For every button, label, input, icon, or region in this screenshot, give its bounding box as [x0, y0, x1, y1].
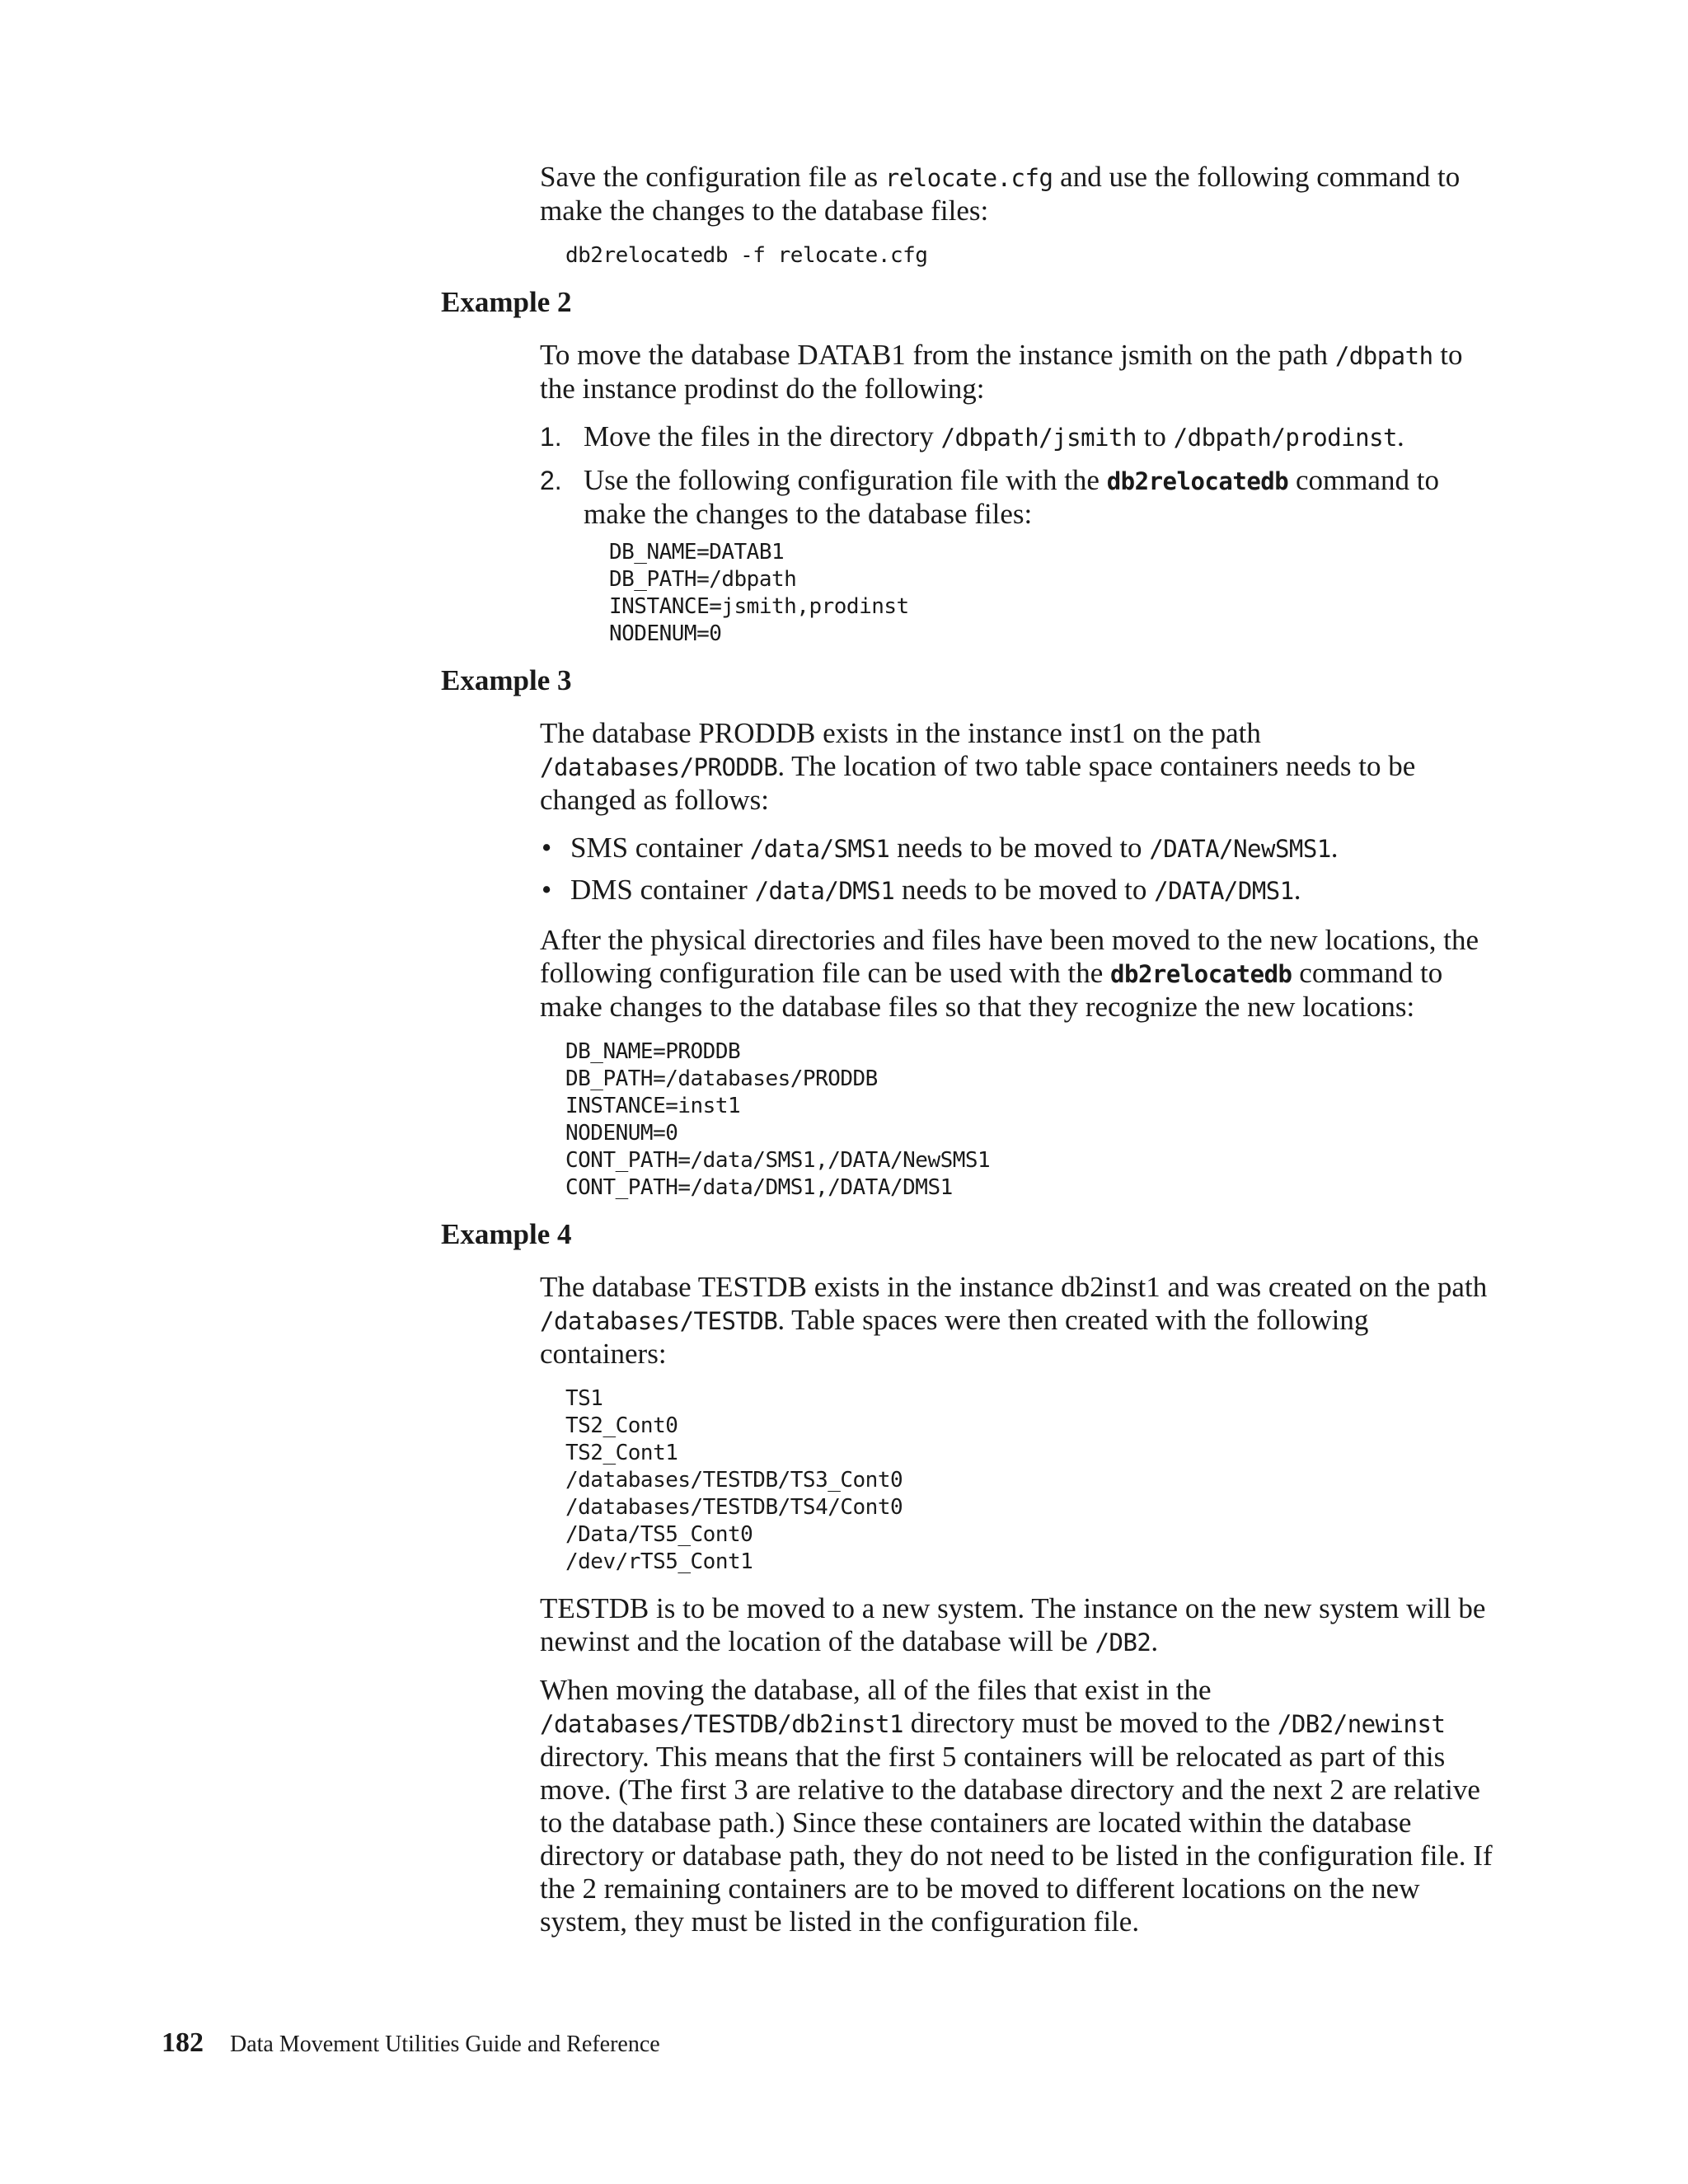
list-item: 2. Use the following configuration file with the db2relocatedb command to make the changes to the database files: DB_NAME=DATAB1 DB_PATH=/dbpath INSTANCE=jsmith,prodinst NODENUM=0	[540, 464, 1496, 648]
command-name: db2relocatedb	[1110, 960, 1292, 988]
command-name: db2relocatedb	[1106, 467, 1289, 495]
inline-code: /dbpath/prodinst	[1173, 424, 1398, 452]
inline-code: /DB2	[1095, 1629, 1151, 1657]
example-2-paragraph: To move the database DATAB1 from the instance jsmith on the path /dbpath to the instance prodinst do the following:	[540, 339, 1463, 405]
list-item: • SMS container /data/SMS1 needs to be moved to /DATA/NewSMS1.	[542, 832, 1339, 864]
example-4-paragraph-1: The database TESTDB exists in the instance db2inst1 and was created on the path /databases/TESTDB. Table spaces were then created with the following containers:	[540, 1271, 1488, 1370]
example-4-paragraph-2: TESTDB is to be moved to a new system. The instance on the new system will be newinst and the location of the database will be /DB2.	[540, 1592, 1486, 1657]
step-number: 2.	[540, 466, 562, 495]
inline-code: /dbpath	[1334, 342, 1433, 370]
page-content	[441, 161, 1496, 1953]
inline-code: relocate.cfg	[884, 164, 1053, 192]
example-2-steps	[540, 420, 1496, 648]
example-3-bullets	[540, 832, 1496, 907]
bullet-icon: •	[542, 832, 552, 864]
list-item: • DMS container /data/DMS1 needs to be moved to /DATA/DMS1.	[542, 874, 1301, 906]
example-3-paragraph-1: The database PRODDB exists in the instance inst1 on the path /databases/PRODDB. The location of two table space containers needs to be changed as follows:	[540, 717, 1416, 816]
inline-code: /DATA/DMS1	[1154, 877, 1294, 905]
example-3-section	[540, 717, 1496, 1202]
page-footer	[162, 2027, 660, 2059]
intro-paragraph: Save the configuration file as relocate.cfg and use the following command to make the changes to the database files:	[540, 161, 1461, 227]
example-4-heading: Example 4	[441, 1218, 572, 1250]
example-3-paragraph-2: After the physical directories and files have been moved to the new locations, the following configuration file can be used with the db2relocatedb command to make changes to the database files so that they recognize the new locations:	[540, 924, 1479, 1023]
inline-code: /databases/TESTDB	[540, 1307, 778, 1335]
example-2-config: DB_NAME=DATAB1 DB_PATH=/dbpath INSTANCE=jsmith,prodinst NODENUM=0	[609, 540, 909, 646]
inline-code: /dbpath/jsmith	[940, 424, 1137, 452]
book-title: Data Movement Utilities Guide and Reference	[230, 2032, 660, 2057]
inline-code: /data/SMS1	[749, 835, 890, 863]
example-2-heading: Example 2	[441, 286, 572, 318]
intro-section	[540, 161, 1496, 227]
example-3-heading: Example 3	[441, 664, 572, 696]
step-number: 1.	[540, 422, 562, 452]
inline-code: /databases/PRODDB	[540, 753, 778, 781]
bullet-icon: •	[542, 874, 552, 906]
example-2-section	[540, 339, 1496, 648]
example-4-containers: TS1 TS2_Cont0 TS2_Cont1 /databases/TESTDB/TS3_Cont0 /databases/TESTDB/TS4/Cont0 /Data/TS5_Cont0 /dev/rTS5_Cont1	[565, 1386, 903, 1574]
intro-command: db2relocatedb -f relocate.cfg	[565, 243, 928, 268]
page-number: 182	[162, 2027, 204, 2058]
example-4-paragraph-3: When moving the database, all of the files that exist in the /databases/TESTDB/db2inst1 directory must be moved to the /DB2/newinst directory. This means that the first 5 containers will be relocated as part of this move. (The first 3 are relative to the database directory and the next 2 are relative to the database path.) Since these containers are located within the database directory or database path, they do not need to be listed in the configuration file. If the 2 remaining containers are to be moved to different locations on the new system, they must be listed in the configuration file.	[540, 1674, 1493, 1938]
example-3-config: DB_NAME=PRODDB DB_PATH=/databases/PRODDB INSTANCE=inst1 NODENUM=0 CONT_PATH=/data/SMS1,/DATA/NewSMS1 CONT_PATH=/data/DMS1,/DATA/DMS1	[565, 1039, 991, 1200]
inline-code: /data/DMS1	[754, 877, 895, 905]
list-item: 1. Move the files in the directory /dbpath/jsmith to /dbpath/prodinst.	[540, 420, 1404, 452]
inline-code: /DB2/newinst	[1277, 1710, 1446, 1738]
inline-code: /databases/TESTDB/db2inst1	[540, 1710, 903, 1738]
example-4-section	[540, 1271, 1496, 1938]
inline-code: /DATA/NewSMS1	[1149, 835, 1331, 863]
